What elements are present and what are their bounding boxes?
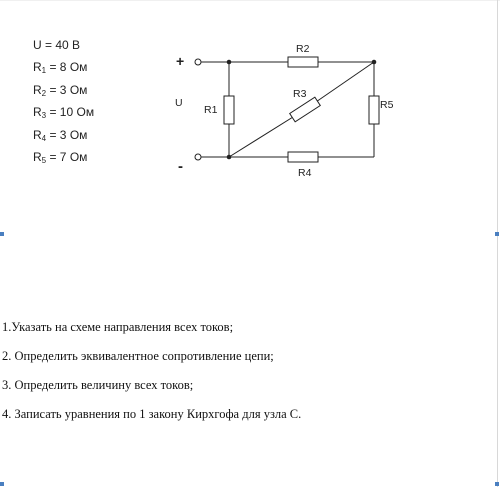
resize-handle-bottom-left[interactable]: [0, 482, 4, 486]
resistor-r5: [369, 96, 379, 124]
resistor-r1-label: R1: [204, 104, 218, 116]
resistor-r1: [224, 96, 234, 124]
resistor-r2: [288, 57, 318, 67]
task-item-2: 2. Определить эквивалентное сопротивление цепи;: [2, 349, 274, 363]
minus-label: -: [178, 158, 183, 175]
terminal-plus: [195, 59, 201, 65]
resistor-r3-label: R3: [293, 88, 307, 100]
param-r4: $R_4 = 3$ Ом: [33, 127, 88, 143]
resistor-r4: [288, 152, 318, 162]
resistor-r2-label: R2: [296, 43, 310, 55]
param-u: U = 40 В: [33, 38, 81, 52]
param-r3: $R_3 = 10$ Ом: [33, 105, 95, 121]
voltage-label: U: [175, 97, 183, 109]
node-bottom-left: [227, 155, 232, 160]
resistor-r3: [290, 97, 321, 122]
param-r5: $R_5 = 7$ Ом: [33, 150, 88, 166]
task-item-4: 4. Записать уравнения по 1 закону Кирхгофа для узла С.: [2, 407, 302, 421]
node-top-left: [227, 60, 232, 65]
terminal-minus: [195, 154, 201, 160]
resistor-r5-label: R5: [380, 99, 394, 111]
task-item-3: 3. Определить величину всех токов;: [2, 378, 194, 392]
resistor-r4-label: R4: [298, 167, 312, 179]
task-item-1: 1.Указать на схеме направления всех токов;: [2, 320, 234, 334]
node-top-right: [372, 60, 377, 65]
resize-handle-bottom-right[interactable]: [495, 482, 499, 486]
plus-label: +: [176, 53, 185, 69]
param-r1: $R_1 = 8$ Ом: [33, 60, 88, 76]
param-r2: $R_2 = 3$ Ом: [33, 82, 88, 98]
